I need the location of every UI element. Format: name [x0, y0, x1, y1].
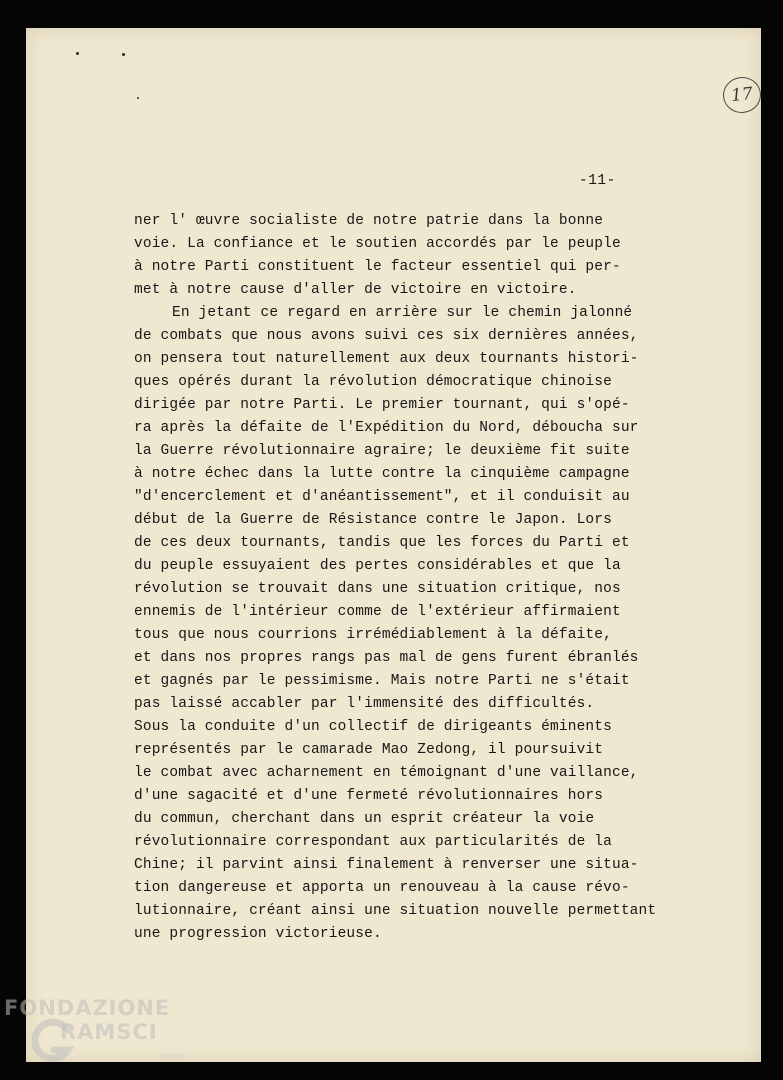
text-line: une progression victorieuse.	[134, 926, 382, 942]
text-line: pas laissé accabler par l'immensité des difficultés.	[134, 696, 595, 712]
text-line: du peuple essuyaient des pertes considérables et que la	[134, 558, 621, 574]
typed-text-body	[134, 210, 734, 946]
watermark-line-1: FONDAZIONE	[4, 996, 171, 1020]
text-line: à notre Parti constituent le facteur essentiel qui per-	[134, 259, 621, 275]
text-line: de combats que nous avons suivi ces six dernières années,	[134, 328, 639, 344]
text-line: ra après la défaite de l'Expédition du Nord, déboucha sur	[134, 420, 639, 436]
text-line: Sous la conduite d'un collectif de dirigeants éminents	[134, 719, 612, 735]
text-line: ques opérés durant la révolution démocratique chinoise	[134, 374, 612, 390]
paper-speck	[76, 52, 79, 55]
text-line: En jetant ce regard en arrière sur le chemin jalonné	[172, 305, 633, 321]
text-line: le combat avec acharnement en témoignant d'une vaillance,	[134, 765, 639, 781]
text-line: Chine; il parvint ainsi finalement à renverser une situa-	[134, 857, 639, 873]
text-line: début de la Guerre de Résistance contre le Japon. Lors	[134, 512, 612, 528]
text-line: voie. La confiance et le soutien accordés par le peuple	[134, 236, 621, 252]
text-line: du commun, cherchant dans un esprit créateur la voie	[134, 811, 595, 827]
watermark-small-text: onlus	[160, 1052, 184, 1061]
fondazione-gramsci-watermark	[4, 996, 204, 1076]
archive-number-stamp: 17	[721, 75, 763, 115]
text-line: on pensera tout naturellement aux deux tournants histori-	[134, 351, 639, 367]
text-line: met à notre cause d'aller de victoire en victoire.	[134, 282, 577, 298]
text-line: révolution se trouvait dans une situation critique, nos	[134, 581, 621, 597]
text-line: à notre échec dans la lutte contre la cinquième campagne	[134, 466, 630, 482]
text-line: lutionnaire, créant ainsi une situation nouvelle permettant	[134, 903, 657, 919]
paper-speck	[137, 97, 139, 99]
text-line: "d'encerclement et d'anéantissement", et il conduisit au	[134, 489, 630, 505]
text-line: tous que nous courrions irrémédiablement à la défaite,	[134, 627, 612, 643]
text-line: ner l' œuvre socialiste de notre patrie dans la bonne	[134, 213, 604, 229]
text-line: la Guerre révolutionnaire agraire; le deuxième fit suite	[134, 443, 630, 459]
paper-speck	[122, 53, 125, 56]
text-line: tion dangereuse et apporta un renouveau à la cause révo-	[134, 880, 630, 896]
text-line: et gagnés par le pessimisme. Mais notre Parti ne s'était	[134, 673, 630, 689]
text-line: révolutionnaire correspondant aux particularités de la	[134, 834, 612, 850]
text-line: représentés par le camarade Mao Zedong, il poursuivit	[134, 742, 604, 758]
text-line: ennemis de l'intérieur comme de l'extérieur affirmaient	[134, 604, 621, 620]
watermark-line-2: RAMSCI	[60, 1020, 158, 1044]
text-line: dirigée par notre Parti. Le premier tournant, qui s'opé-	[134, 397, 630, 413]
text-line: de ces deux tournants, tandis que les forces du Parti et	[134, 535, 630, 551]
page-number: -11-	[579, 173, 616, 189]
text-line: d'une sagacité et d'une fermeté révolutionnaires hors	[134, 788, 604, 804]
text-line: et dans nos propres rangs pas mal de gens furent ébranlés	[134, 650, 639, 666]
